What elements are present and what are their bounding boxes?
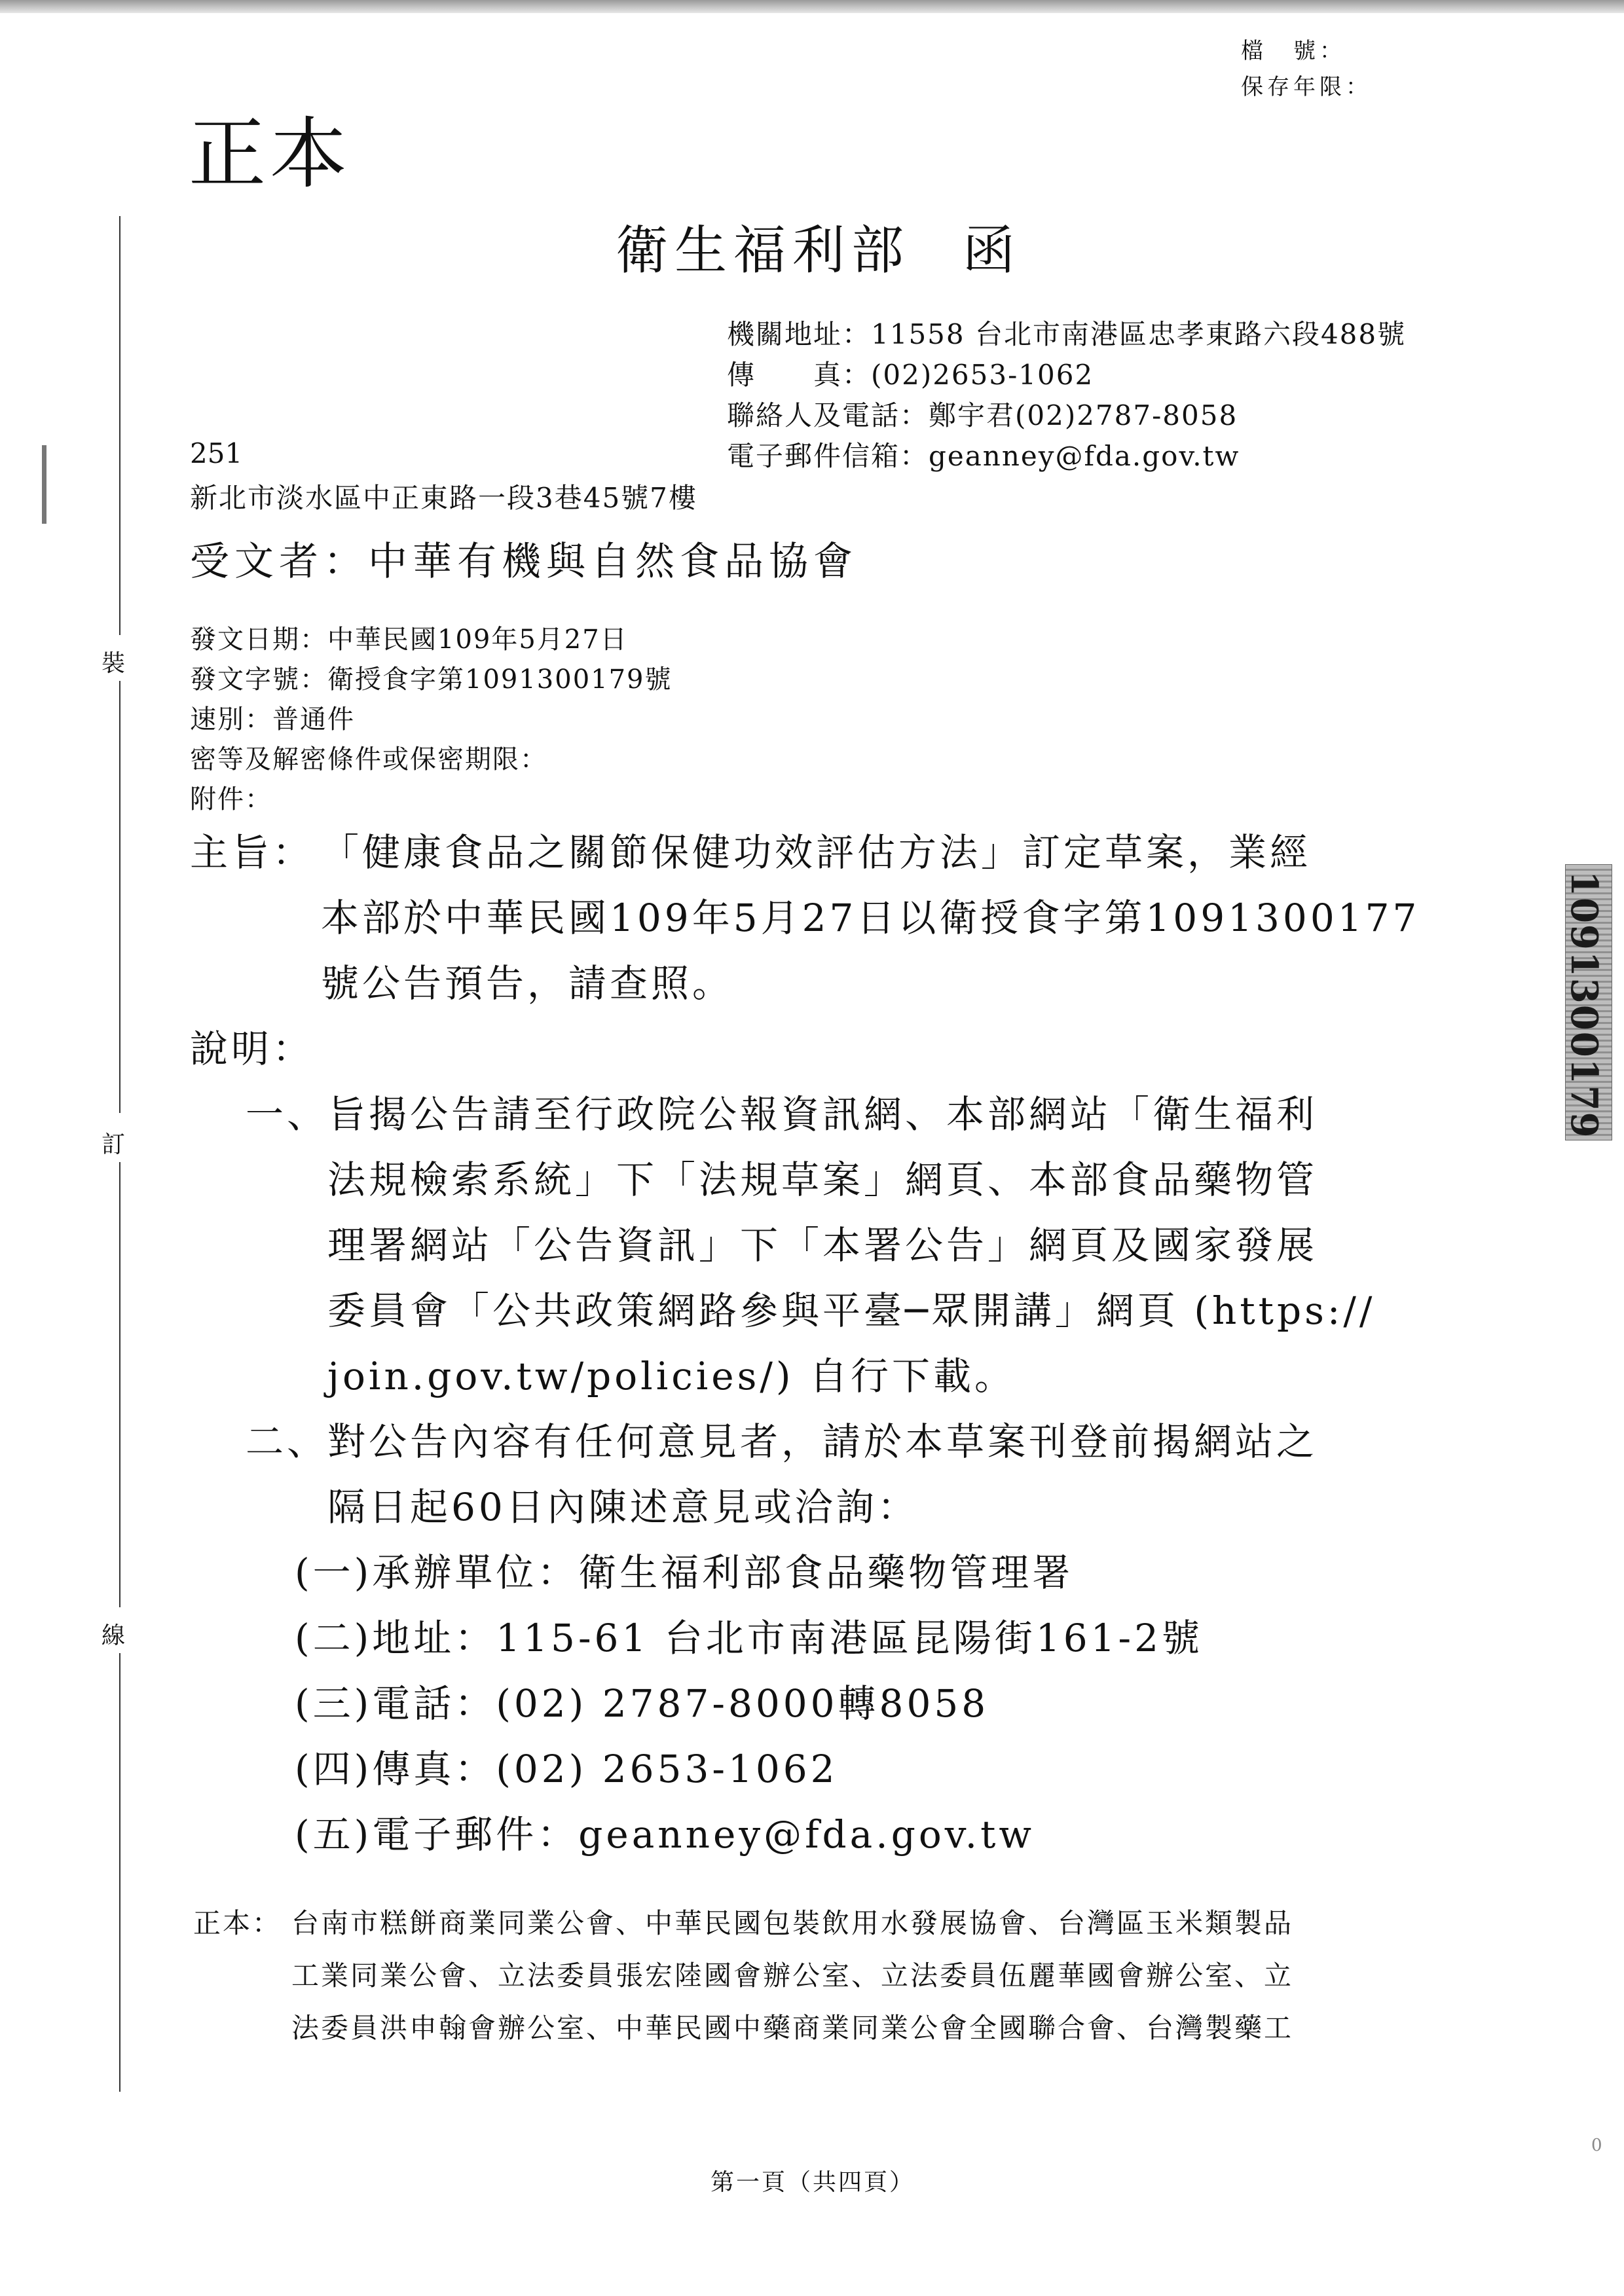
original-copy-stamp: 正本 — [189, 109, 352, 199]
scan-top-border — [0, 0, 1624, 13]
binding-mark-zhuang: 裝 — [101, 650, 126, 677]
explanation-item-2-line-2: 隔日起60日內陳述意見或洽詢： — [327, 1485, 919, 1529]
sender-email: 電子郵件信箱：geanney@fda.gov.tw — [727, 440, 1240, 472]
scan-margin-mark — [42, 445, 46, 524]
explanation-item-2-line-1: 對公告內容有任何意見者，請於本草案刊登前揭網站之 — [327, 1419, 1318, 1464]
urgency: 速別：普通件 — [190, 704, 355, 735]
explanation-item-1-line-2: 法規檢索系統」下「法規草案」網頁、本部食品藥物管 — [327, 1157, 1318, 1202]
explanation-item-1-line-4: 委員會「公共政策網路參與平臺─眾開講」網頁 (https:// — [327, 1288, 1376, 1333]
subject-line-3: 號公告預告，請查照。 — [321, 961, 734, 1006]
binding-line-lower — [119, 1162, 120, 1607]
sender-fax: 傳 真：(02)2653-1062 — [727, 359, 1094, 391]
retention-period-label: 保存年限： — [1241, 74, 1372, 100]
receiver-address: 新北市淡水區中正東路一段3巷45號7樓 — [190, 482, 697, 514]
document-title — [616, 208, 1022, 283]
page-number: 第一頁（共四頁） — [710, 2169, 915, 2196]
issue-date: 發文日期：中華民國109年5月27日 — [190, 625, 628, 655]
binding-mark-ding: 訂 — [101, 1131, 126, 1158]
explanation-item-2-number: 二、 — [246, 1419, 329, 1464]
explanation-item-1-line-5: join.gov.tw/policies/) 自行下載。 — [327, 1354, 1016, 1398]
explanation-item-1-number: 一、 — [246, 1092, 329, 1137]
subject-line-1: 「健康食品之關節保健功效評估方法」訂定草案，業經 — [321, 830, 1312, 875]
contact-phone: (三)電話：(02) 2787-8000轉8058 — [295, 1681, 989, 1726]
cc-label: 正本： — [193, 1907, 282, 1939]
explanation-item-1-line-3: 理署網站「公告資訊」下「本署公告」網頁及國家發展 — [327, 1223, 1318, 1267]
cc-line-3: 法委員洪申翰會辦公室、中華民國中藥商業同業公會全國聯合會、台灣製藥工 — [291, 2012, 1294, 2044]
sender-address: 機關地址：11558 台北市南港區忠孝東路六段488號 — [727, 318, 1407, 350]
corner-mark: 0 — [1591, 2136, 1602, 2155]
contact-email: (五)電子郵件：geanney@fda.gov.tw — [295, 1812, 1035, 1857]
document-number: 發文字號：衛授食字第1091300179號 — [190, 665, 673, 695]
confidentiality: 密等及解密條件或保密期限： — [190, 744, 547, 774]
subject-line-2: 本部於中華民國109年5月27日以衛授食字第1091300177 — [321, 896, 1420, 940]
agency-name: 衛生福利部 — [616, 220, 910, 281]
document-type: 函 — [963, 220, 1022, 281]
explanation-label: 說明： — [190, 1027, 314, 1071]
attachments: 附件： — [190, 784, 272, 814]
contact-address: (二)地址：115-61 台北市南港區昆陽街161-2號 — [295, 1616, 1204, 1660]
file-number-label: 檔 號： — [1241, 38, 1346, 64]
binding-line-top — [119, 216, 120, 635]
receiver-zip: 251 — [190, 437, 243, 469]
binding-line-bottom — [119, 1653, 120, 2092]
contact-unit: (一)承辦單位：衛生福利部食品藥物管理署 — [295, 1550, 1074, 1595]
sender-contact: 聯絡人及電話：鄭宇君(02)2787-8058 — [727, 399, 1238, 431]
explanation-item-1-line-1: 旨揭公告請至行政院公報資訊網、本部網站「衛生福利 — [327, 1092, 1318, 1137]
binding-line-middle — [119, 681, 120, 1113]
contact-fax: (四)傳真：(02) 2653-1062 — [295, 1747, 838, 1791]
cc-line-2: 工業同業公會、立法委員張宏陸國會辦公室、立法委員伍麗華國會辦公室、立 — [291, 1959, 1294, 1992]
subject-label: 主旨： — [190, 830, 314, 875]
recipient: 受文者：中華有機與自然食品協會 — [190, 539, 858, 585]
cc-line-1: 台南市糕餅商業同業公會、中華民國包裝飲用水發展協會、台灣區玉米類製品 — [291, 1907, 1294, 1939]
binding-mark-xian: 線 — [101, 1622, 126, 1649]
receipt-stamp-number: 1091300179 — [1562, 871, 1606, 1139]
